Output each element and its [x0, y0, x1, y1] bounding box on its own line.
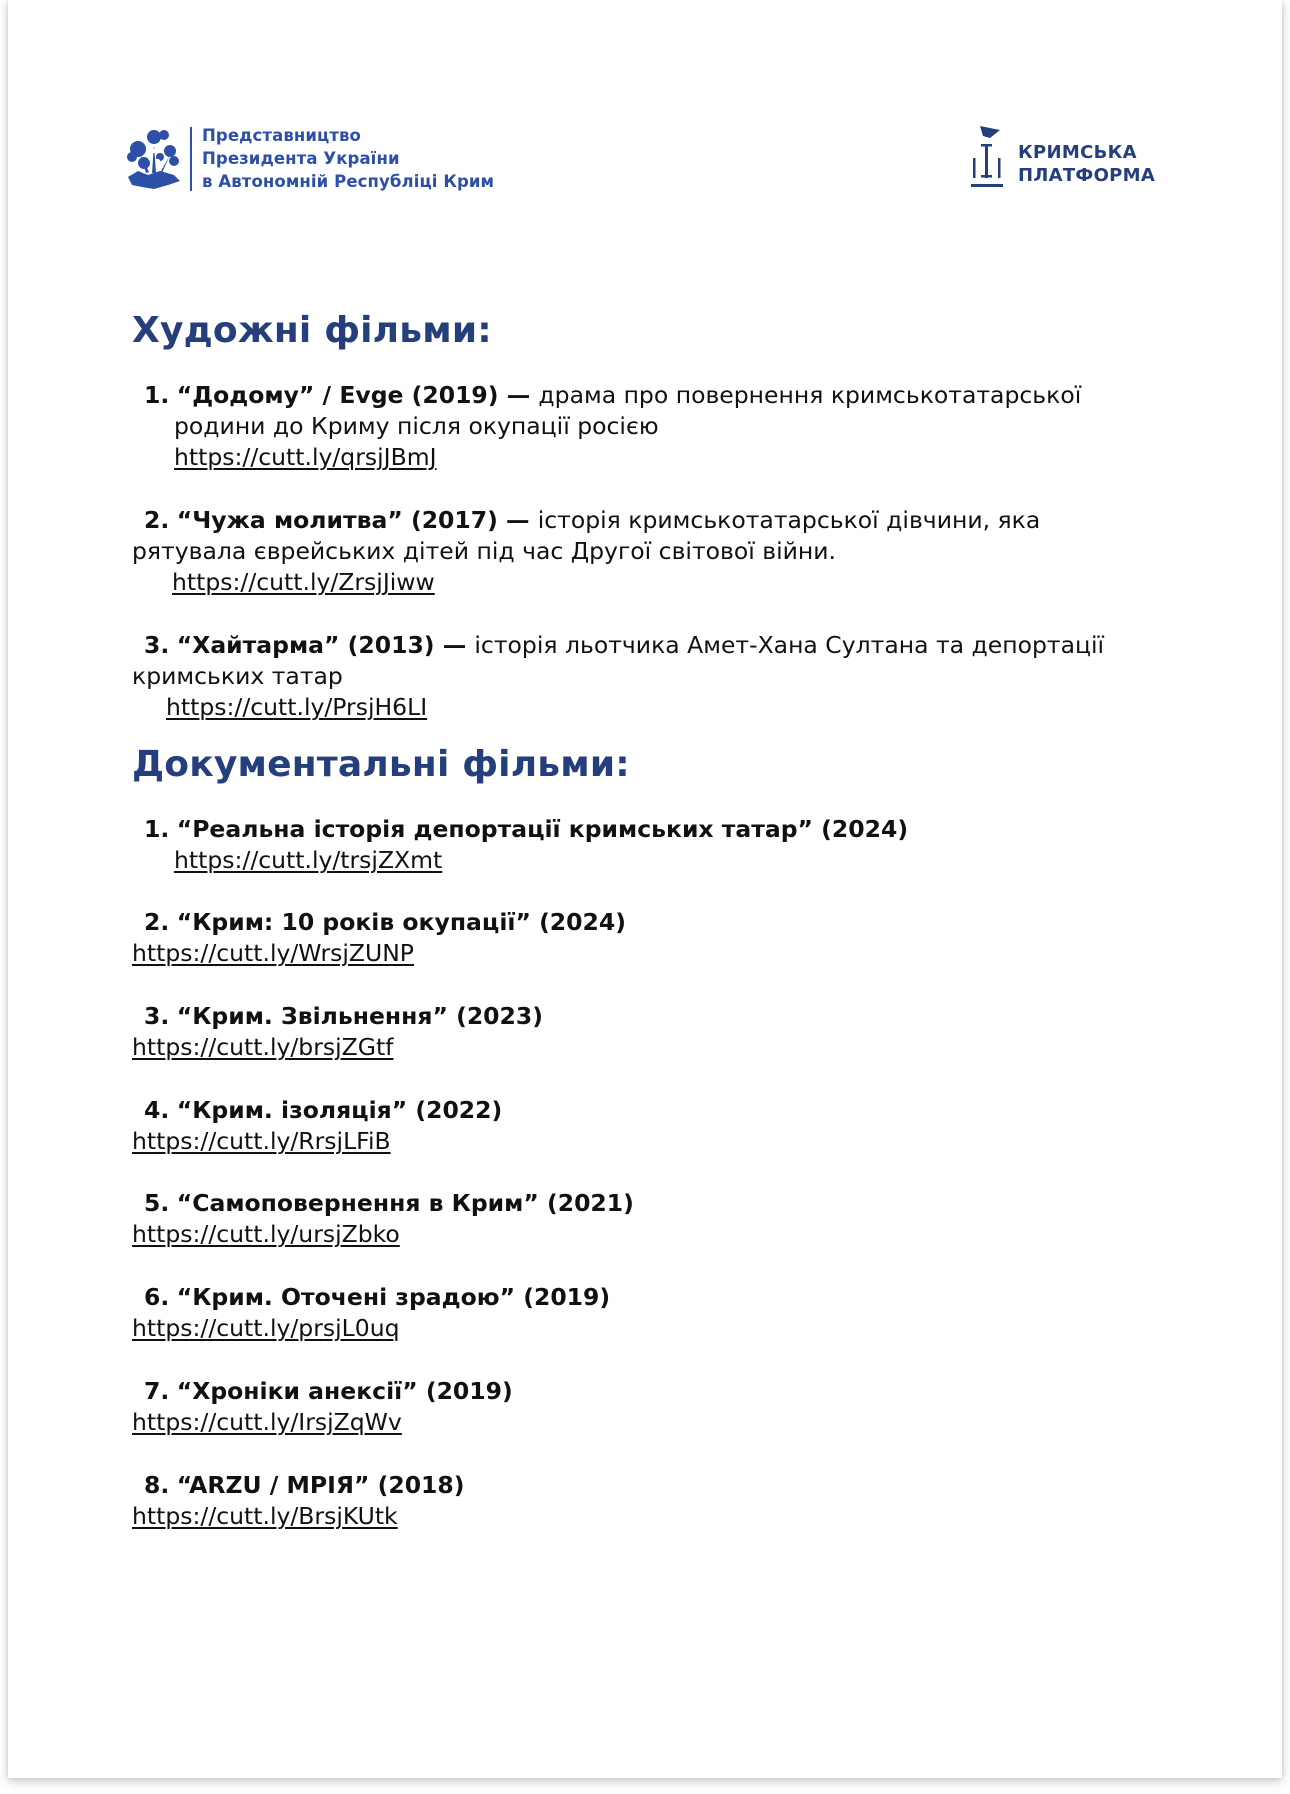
film-link[interactable]: https://cutt.ly/ZrsjJiww: [172, 568, 435, 596]
item-number: 6.: [144, 1283, 170, 1311]
item-number: 5.: [144, 1189, 170, 1217]
logo-line: Президента України: [202, 149, 400, 168]
film-link[interactable]: https://cutt.ly/IrsjZqWv: [132, 1408, 402, 1436]
dash: —: [498, 381, 539, 409]
documentary-item: [144, 814, 908, 876]
logo-divider: [190, 127, 192, 191]
representation-logo: [124, 124, 494, 193]
film-title: “Крим. ізоляція” (2022): [176, 1096, 503, 1124]
film-link[interactable]: https://cutt.ly/BrsjKUtk: [132, 1502, 398, 1530]
item-number: 4.: [144, 1096, 170, 1124]
feature-films-heading: Художні фільми:: [132, 310, 492, 351]
feature-film-item: [132, 630, 1104, 723]
film-title: “Додому” / Evge (2019): [176, 381, 499, 409]
item-number: 7.: [144, 1377, 170, 1405]
item-number: 1.: [144, 815, 170, 843]
film-link[interactable]: https://cutt.ly/RrsjLFiB: [132, 1127, 391, 1155]
documentary-item: [132, 1470, 465, 1532]
item-number: 3.: [144, 1002, 170, 1030]
platform-name: [1018, 141, 1155, 187]
film-description: історія льотчика Амет-Хана Султана та депортації: [474, 631, 1105, 659]
documentary-item: [132, 1188, 634, 1250]
item-number: 8.: [144, 1471, 170, 1499]
dash: —: [434, 631, 475, 659]
film-description-cont: родини до Криму після окупації росією: [174, 412, 659, 440]
feature-film-item: [144, 380, 1081, 473]
representation-name: [202, 124, 494, 193]
film-link[interactable]: https://cutt.ly/ursjZbko: [132, 1220, 400, 1248]
feature-film-item: [132, 505, 1040, 598]
logo-line: Представництво: [202, 126, 361, 145]
logo-line: ПЛАТФОРМА: [1018, 165, 1156, 186]
film-description: історія кримськотатарської дівчини, яка: [537, 506, 1041, 534]
item-number: 2.: [144, 908, 170, 936]
documentary-item: [132, 1282, 610, 1344]
film-description-cont: кримських татар: [132, 662, 343, 690]
crimea-platform-icon: [970, 124, 1006, 190]
film-title: “Хайтарма” (2013): [176, 631, 435, 659]
film-title: “Реальна історія депортації кримських татар” (2024): [176, 815, 909, 843]
film-description: драма про повернення кримськотатарської: [538, 381, 1082, 409]
film-link[interactable]: https://cutt.ly/prsjL0uq: [132, 1314, 400, 1342]
item-number: 3.: [144, 631, 170, 659]
film-title: “ARZU / МРІЯ” (2018): [176, 1471, 465, 1499]
logo-line: КРИМСЬКА: [1018, 142, 1137, 163]
documentary-item: [132, 1095, 502, 1157]
film-title: “Крим. Звільнення” (2023): [176, 1002, 543, 1030]
crimea-flower-emblem-icon: [124, 127, 182, 191]
film-link[interactable]: https://cutt.ly/qrsjJBmJ: [174, 443, 437, 471]
documentary-item: [132, 1376, 513, 1438]
item-number: 1.: [144, 381, 170, 409]
film-link[interactable]: https://cutt.ly/WrsjZUNP: [132, 939, 414, 967]
logo-line: в Автономній Республіці Крим: [202, 172, 495, 191]
film-title: “Самоповернення в Крим” (2021): [176, 1189, 634, 1217]
film-title: “Крим. Оточені зрадою” (2019): [176, 1283, 611, 1311]
document-page: [8, 0, 1282, 1778]
dash: —: [497, 506, 538, 534]
film-link[interactable]: https://cutt.ly/trsjZXmt: [174, 846, 443, 874]
item-number: 2.: [144, 506, 170, 534]
film-title: “Крим: 10 років окупації” (2024): [176, 908, 626, 936]
film-title: “Хроніки анексії” (2019): [176, 1377, 513, 1405]
documentary-item: [132, 907, 626, 969]
crimea-platform-logo: [970, 124, 1155, 190]
film-description-cont: рятувала єврейських дітей під час Другої світової війни.: [132, 537, 837, 565]
film-link[interactable]: https://cutt.ly/brsjZGtf: [132, 1033, 394, 1061]
documentary-item: [132, 1001, 543, 1063]
documentaries-heading: Документальні фільми:: [132, 744, 630, 785]
film-link[interactable]: https://cutt.ly/PrsjH6LI: [166, 693, 428, 721]
film-title: “Чужа молитва” (2017): [176, 506, 498, 534]
